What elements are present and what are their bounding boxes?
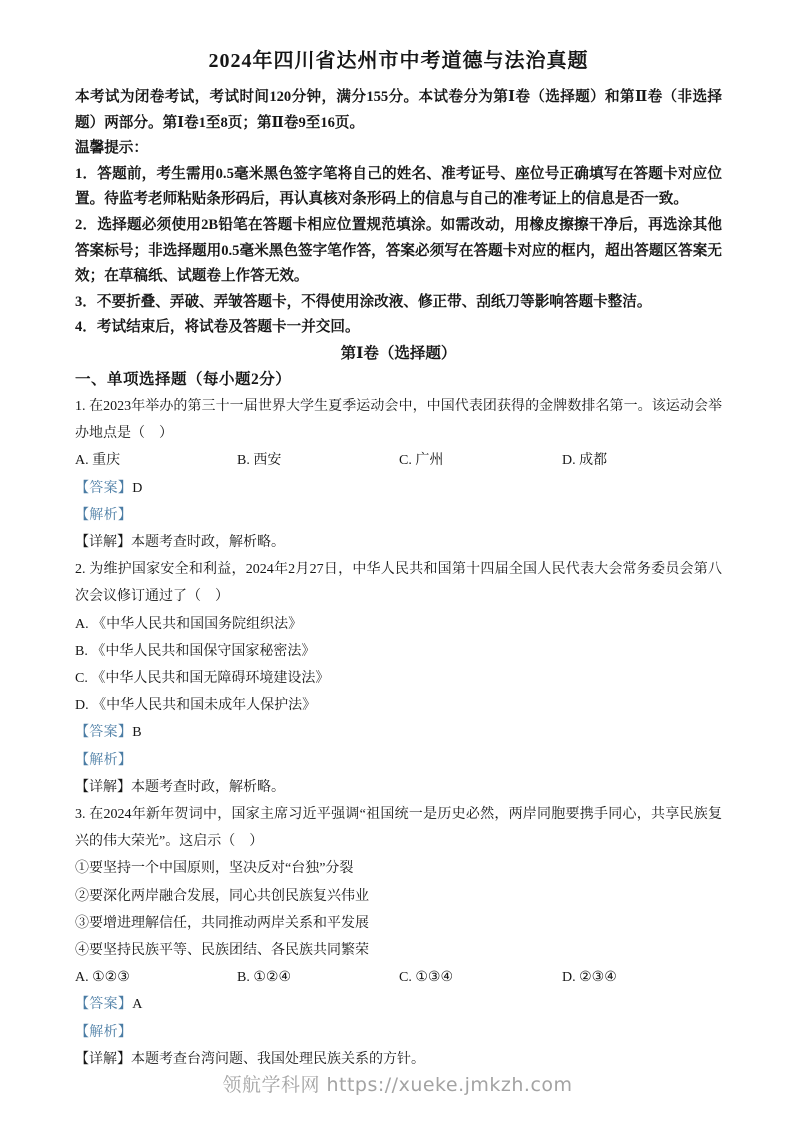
option-a: A. 《中华人民共和国国务院组织法》 xyxy=(75,616,303,632)
option-c: C. 广州 xyxy=(399,453,444,469)
option-c: C. ①③④ xyxy=(399,970,453,986)
question-1 xyxy=(75,393,722,556)
option-d: D. 成都 xyxy=(562,453,608,469)
question-stem: 1. 在2023年举办的第三十一届世界大学生夏季运动会中，中国代表团获得的金牌数排名第一。该运动会举办地点是（ ） xyxy=(75,398,722,442)
document-title: 2024年四川省达州市中考道德与法治真题 xyxy=(208,50,589,72)
option-d: D. ②③④ xyxy=(562,970,617,986)
exam-intro: 本考试为闭卷考试，考试时间120分钟，满分155分。本试卷分为第Ⅰ卷（选择题）和第Ⅱ卷（非选择题）两部分。第Ⅰ卷1至8页；第Ⅱ卷9至16页。 xyxy=(75,89,722,131)
tips-heading: 温馨提示： xyxy=(75,140,148,157)
option-row xyxy=(75,447,722,474)
answer-label: 【答案】 xyxy=(75,480,133,496)
answer-value: B xyxy=(132,725,142,741)
statement-1: ①要坚持一个中国原则，坚决反对“台独”分裂 xyxy=(75,861,354,877)
tip-item-2: 2．选择题必须使用2B铅笔在答题卡相应位置规范填涂。如需改动，用橡皮擦擦干净后，再选涂其他答案标号；非选择题用0.5毫米黑色签字笔作答，答案必须写在答题卡对应的框内，超出答题区答案无效；在草稿纸、试题卷上作答无效。 xyxy=(75,216,722,285)
exam-header-block xyxy=(75,85,722,341)
answer-value: D xyxy=(132,480,143,496)
option-a: A. 重庆 xyxy=(75,453,121,469)
answer-line xyxy=(75,991,722,1018)
option-a: A. ①②③ xyxy=(75,970,130,986)
option-c: C. 《中华人民共和国无障碍环境建设法》 xyxy=(75,670,330,686)
statement-3: ③要增进理解信任，共同推动两岸关系和平发展 xyxy=(75,915,369,931)
analysis-label: 【解析】 xyxy=(75,507,133,523)
statement-2: ②要深化两岸融合发展，同心共创民族复兴伟业 xyxy=(75,888,369,904)
option-b: B. 西安 xyxy=(237,453,282,469)
detail-line: 【详解】本题考查台湾问题、我国处理民族关系的方针。 xyxy=(75,1051,425,1067)
tip-item-3: 3．不要折叠、弄破、弄皱答题卡，不得使用涂改液、修正带、刮纸刀等影响答题卡整洁。 xyxy=(75,293,652,310)
statement-4: ④要坚持民族平等、民族团结、各民族共同繁荣 xyxy=(75,943,369,958)
part-heading: 一、单项选择题（每小题2分） xyxy=(75,370,292,388)
option-b: B. 《中华人民共和国保守国家秘密法》 xyxy=(75,643,316,659)
analysis-label: 【解析】 xyxy=(75,752,133,768)
question-2 xyxy=(75,556,722,801)
section-heading: 第Ⅰ卷（选择题） xyxy=(340,344,457,362)
option-b: B. ①②④ xyxy=(237,970,291,986)
answer-line xyxy=(75,475,722,502)
watermark: 领航学科网 https://xueke.jmkzh.com xyxy=(222,1074,573,1096)
option-d: D. 《中华人民共和国未成年人保护法》 xyxy=(75,698,317,714)
question-stem: 2. 为维护国家安全和利益，2024年2月27日，中华人民共和国第十四届全国人民代表大会常务委员会第八次会议修订通过了（ ） xyxy=(75,562,722,605)
answer-line xyxy=(75,719,722,746)
detail-line: 【详解】本题考查时政，解析略。 xyxy=(75,534,285,550)
question-stem: 3. 在2024年新年贺词中，国家主席习近平强调“祖国统一是历史必然，两岸同胞要携手同心，共享民族复兴的伟大荣光”。这启示（ ） xyxy=(75,806,722,850)
tip-item-4: 4．考试结束后，将试卷及答题卡一并交回。 xyxy=(75,319,360,336)
analysis-label: 【解析】 xyxy=(75,1024,133,1040)
answer-value: A xyxy=(132,997,143,1013)
answer-label: 【答案】 xyxy=(75,725,133,741)
answer-label: 【答案】 xyxy=(75,997,133,1013)
option-row xyxy=(75,964,722,991)
question-3 xyxy=(75,801,722,1073)
tip-item-1: 1．答题前，考生需用0.5毫米黑色签字笔将自己的姓名、准考证号、座位号正确填写在答题卡对应位置。待监考老师粘贴条形码后，再认真核对条形码上的信息与自己的准考证上的信息是否一致。 xyxy=(75,165,722,208)
detail-line: 【详解】本题考查时政，解析略。 xyxy=(75,779,285,795)
